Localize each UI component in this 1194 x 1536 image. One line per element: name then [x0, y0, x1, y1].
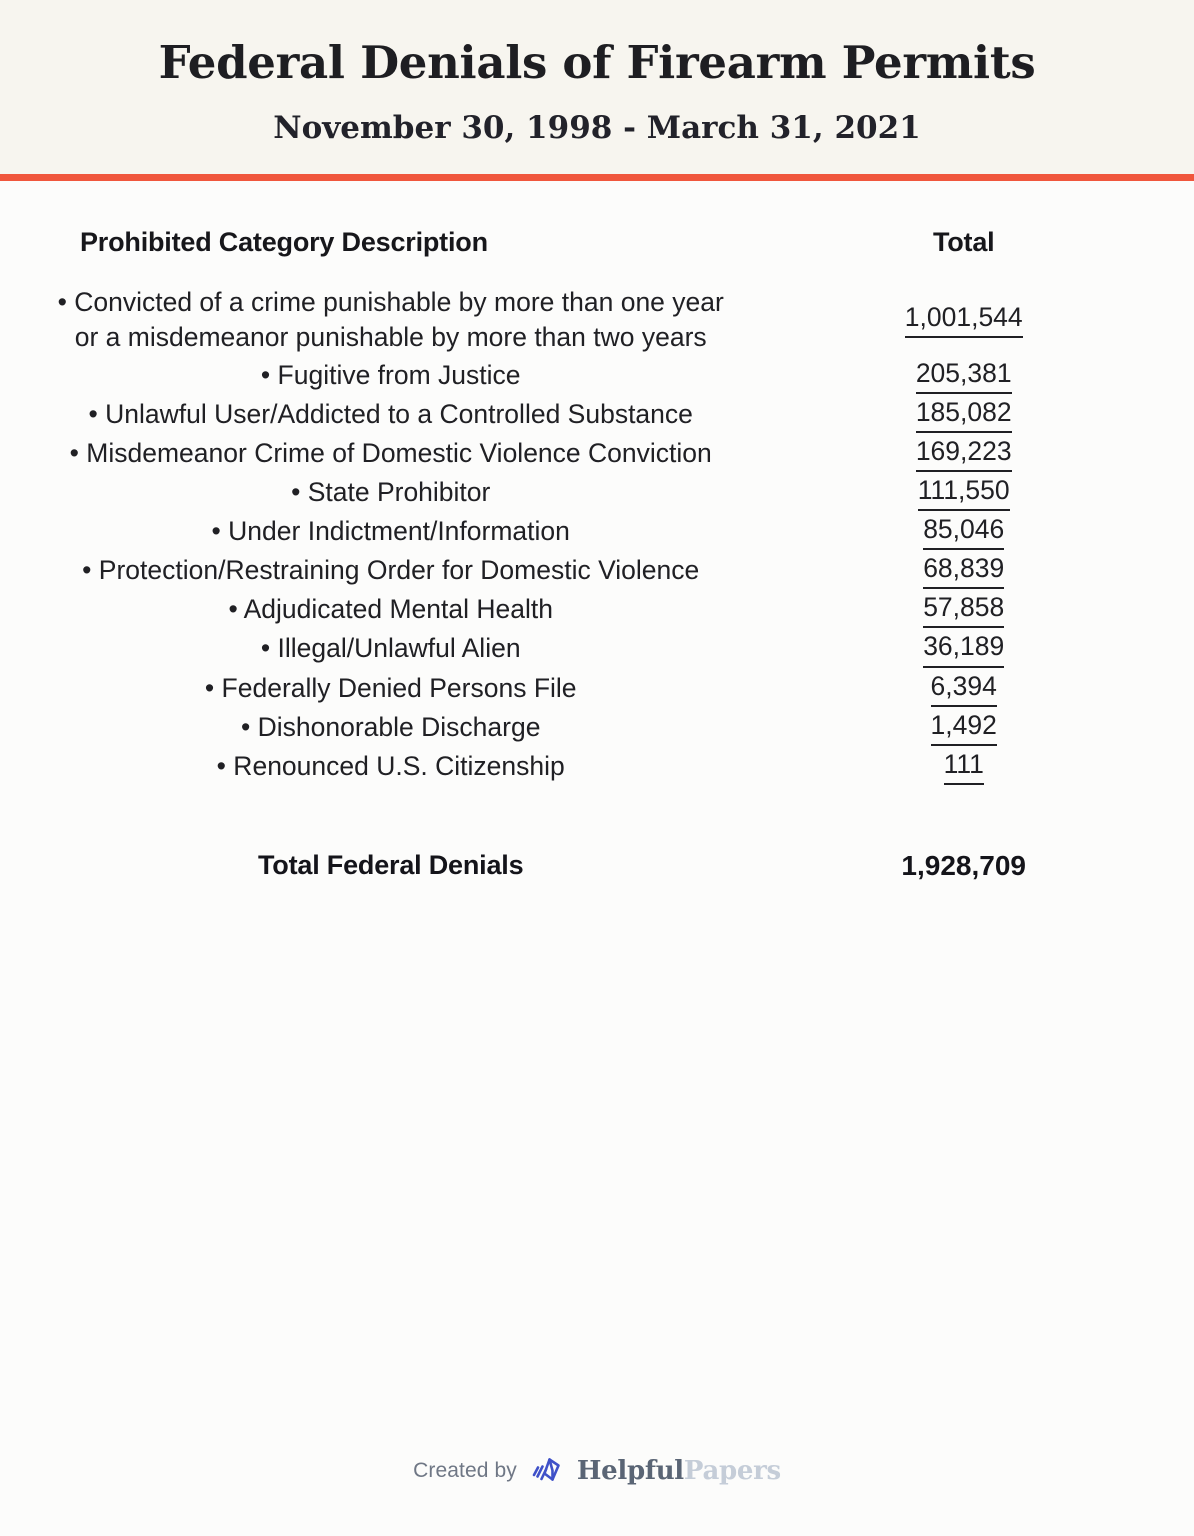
table-header-row: [24, 181, 1170, 284]
total-cell: [757, 356, 1170, 395]
table-total-row: [24, 786, 1170, 883]
created-by-label: Created by: [413, 1459, 517, 1482]
total-cell: [757, 629, 1170, 668]
header-band: [0, 0, 1194, 174]
table-row: [24, 473, 1170, 512]
total-cell: [757, 708, 1170, 747]
brand-wordmark: [577, 1456, 781, 1486]
table-row: [24, 708, 1170, 747]
table-row: [24, 284, 1170, 356]
total-cell: [757, 590, 1170, 629]
total-cell: [757, 669, 1170, 708]
brand-primary: Helpful: [576, 1456, 684, 1486]
category-cell: • Illegal/Unlawful Alien: [260, 633, 521, 664]
category-cell: • Adjudicated Mental Health: [228, 594, 553, 625]
category-cell: • Convicted of a crime punishable by more than one year or a misdemeanor punishable by more than two years: [57, 286, 724, 352]
table-row: [24, 434, 1170, 473]
page-subtitle: November 30, 1998 - March 31, 2021: [273, 110, 921, 147]
table-row: [24, 551, 1170, 590]
page-title: Federal Denials of Firearm Permits: [158, 36, 1036, 89]
table-container: [0, 181, 1194, 1452]
total-value: 68,839: [923, 552, 1004, 589]
category-cell: • Federally Denied Persons File: [204, 672, 577, 703]
total-cell: [757, 551, 1170, 590]
total-label: Total Federal Denials: [258, 850, 524, 881]
total-value: 85,046: [923, 513, 1004, 550]
table-row: [24, 590, 1170, 629]
table-row: [24, 512, 1170, 551]
category-cell: • Under Indictment/Information: [211, 516, 570, 547]
category-cell: • Protection/Restraining Order for Domestic Violence: [82, 555, 700, 586]
total-value: 36,189: [923, 630, 1004, 667]
total-cell: [757, 473, 1170, 512]
total-cell: [757, 747, 1170, 786]
footer-credit: [0, 1452, 1194, 1536]
total-value: 1,492: [931, 709, 997, 746]
category-cell: • Unlawful User/Addicted to a Controlled Substance: [88, 398, 693, 429]
accent-divider: [0, 174, 1194, 181]
table-row: [24, 356, 1170, 395]
total-grand-value: 1,928,709: [901, 849, 1026, 881]
table-row: [24, 395, 1170, 434]
total-value: 169,223: [916, 435, 1012, 472]
total-value: 111,550: [918, 474, 1010, 511]
category-cell: • Misdemeanor Crime of Domestic Violence Conviction: [69, 437, 712, 468]
category-cell: • State Prohibitor: [291, 476, 491, 507]
total-cell: [757, 434, 1170, 473]
total-cell: [757, 395, 1170, 434]
column-header-description: Prohibited Category Description: [80, 226, 488, 257]
brand-secondary: Papers: [683, 1456, 781, 1486]
table-body: [24, 284, 1170, 883]
table-row: [24, 747, 1170, 786]
pen-nib-icon: [528, 1452, 566, 1490]
category-cell: • Renounced U.S. Citizenship: [216, 750, 565, 781]
column-header-total: Total: [932, 226, 995, 257]
category-cell: • Fugitive from Justice: [260, 359, 521, 390]
total-value: 185,082: [916, 396, 1012, 433]
category-cell: • Dishonorable Discharge: [240, 711, 541, 742]
total-value: 111: [944, 748, 984, 785]
total-value: 57,858: [923, 591, 1004, 628]
total-value: 6,394: [931, 670, 997, 707]
total-cell: [757, 284, 1170, 356]
total-value: 1,001,544: [905, 301, 1023, 338]
table-row: [24, 669, 1170, 708]
total-cell: [757, 512, 1170, 551]
table-head: [24, 181, 1170, 284]
denials-table: [24, 181, 1170, 883]
table-row: [24, 629, 1170, 668]
total-value: 205,381: [916, 357, 1012, 394]
